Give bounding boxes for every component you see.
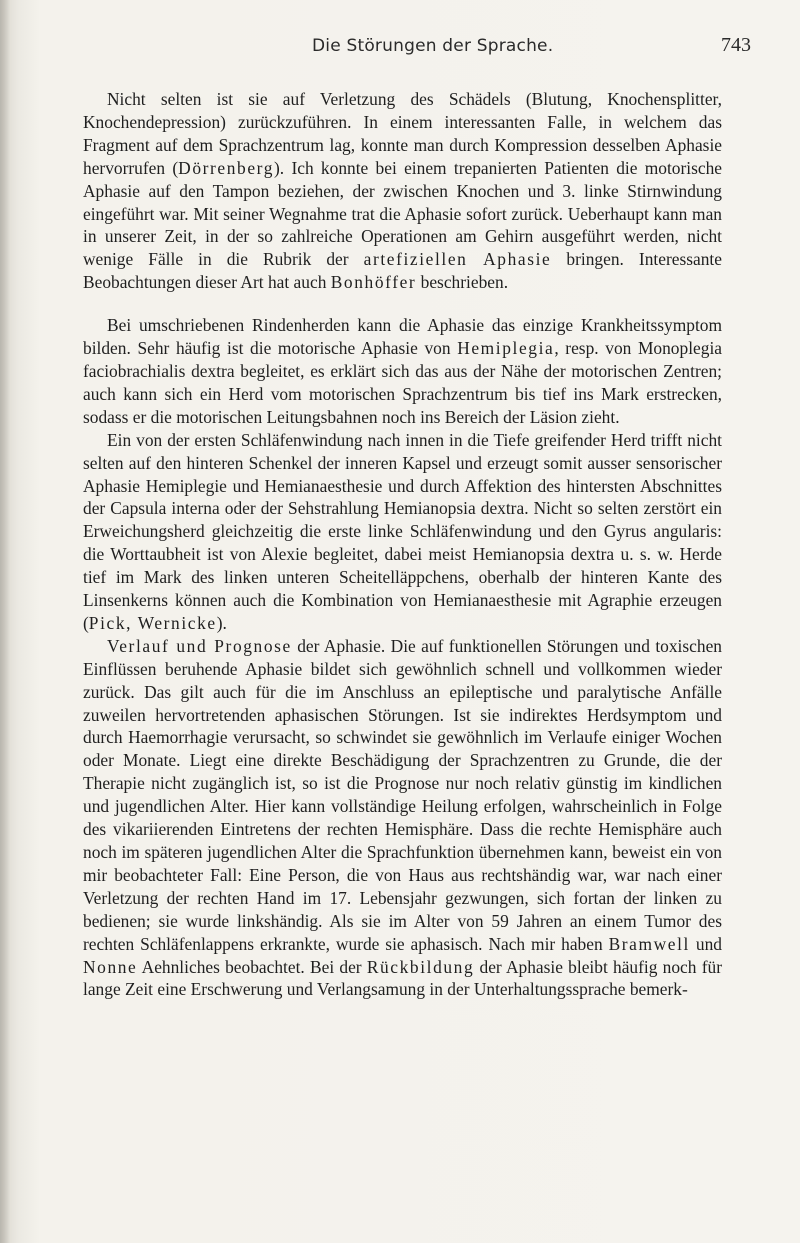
text-segment: der Aphasie. Die auf funktionellen Störungen und toxischen Einflüssen beruhende Aphasie bildet sich gewöhnlich schnell und vollkommen wieder zurück. Das gilt auch für die im Anschluss an epileptische und paralytische Anfälle zuweilen hervortretenden aphasischen Störungen. Ist sie indirektes Herdsymptom und durch Haemorrhagie verursacht, so schwindet sie gewöhnlich im Verlaufe einiger Wochen oder Monate. Liegt eine direkte Beschädigung der Sprachzentren zu Grunde, die der Therapie nicht zugänglich ist, so ist die Prognose nur noch relativ günstig im kindlichen und jugendlichen Alter. Hier kann vollständige Heilung erfolgen, wahrscheinlich in Folge des vikariierenden Eintretens der rechten Hemisphäre. Dass die rechte Hemisphäre auch noch im späteren jugendlichen Alter die Sprachfunktion übernehmen kann, beweist ein von mir beobachteter Fall: Eine Person, die von Haus aus rechtshändig war, war nach einer Verletzung der rechten Hand im 17. Lebensjahr gezwungen, sich fortan der linken zu bedienen; sie wurde linkshändig. Als sie im Alter von 59 Jahren an einem Tumor des rechten Schläfenlappens erkrankte, wurde sie aphasisch. Nach mir haben xyxy=(83,635,722,954)
emphasized-text: Dörrenberg xyxy=(178,157,275,178)
page-header xyxy=(0,34,800,58)
emphasized-text: Rückbildung xyxy=(366,956,475,977)
text-segment: ). xyxy=(216,612,227,633)
emphasized-text: Bonhöffer xyxy=(330,272,417,293)
text-segment: , resp. von Monoplegia faciobrachialis dextra begleitet, es erklärt sich das aus der Nähe der motorischen Zentren; auch kann sich ein Herd vom motorischen Sprachzentrum bis tief ins Mark erstrecken, sodass er die motorischen Leitungsbahnen noch ins Bereich der Läsion zieht. xyxy=(83,338,722,427)
emphasized-text: Verlauf und Prognose xyxy=(107,635,292,656)
emphasized-text: Nonne xyxy=(83,956,138,977)
running-title: Die Störungen der Sprache. xyxy=(312,36,554,56)
paragraph-3 xyxy=(83,429,722,635)
text-segment: Bei umschriebenen Rindenherden kann die Aphasie das einzige Krankheitssymptom bilden. Sehr häufig ist die motorische Aphasie von xyxy=(83,315,722,359)
text-segment: Aehnliches beobachtet. Bei der xyxy=(137,956,367,977)
text-segment: der Aphasie bleibt häufig noch für lange Zeit eine Erschwerung und Verlangsamung in der Unterhaltungssprache bemerk- xyxy=(83,956,722,1000)
text-segment: beschrieben. xyxy=(416,272,509,293)
emphasized-text: Pick, Wernicke xyxy=(88,612,217,633)
emphasized-text: artefiziellen Aphasie xyxy=(363,249,552,270)
paragraph-1 xyxy=(83,88,722,294)
paragraph-2 xyxy=(83,314,722,429)
page-gutter-shadow xyxy=(0,0,10,1243)
text-segment: Nicht selten ist sie auf Verletzung des Schädels (Blutung, Knochensplitter, Knochendepression) zurückzuführen. In einem interessanten Falle, in welchem das Fragment auf dem Sprachzentrum lag, konnte man durch Kompression desselben Aphasie hervorrufen ( xyxy=(83,89,722,178)
body-text xyxy=(83,88,722,1001)
emphasized-text: Bramwell xyxy=(608,933,690,954)
text-segment: und xyxy=(689,933,722,954)
text-segment: ). Ich konnte bei einem trepanierten Patienten die motorische Aphasie auf den Tampon beziehen, der zwischen Knochen und 3. linke Stirnwindung eingeführt war. Mit seiner Wegnahme trat die Aphasie sofort zurück. Ueberhaupt kann man in unserer Zeit, in der so zahlreiche Operationen am Gehirn ausgeführt werden, nicht wenige Fälle in die Rubrik der xyxy=(83,157,723,270)
text-segment: Ein von der ersten Schläfenwindung nach innen in die Tiefe greifender Herd trifft nicht selten auf den hinteren Schenkel der inneren Kapsel und erzeugt somit ausser sensorischer Aphasie Hemiplegie und Hemianaesthesie und durch Affektion des hintersten Abschnittes der Capsula interna oder der Sehstrahlung Hemianopsia dextra. Nicht so selten zerstört ein Erweichungsherd gleichzeitig die erste linke Schläfenwindung und den Gyrus angularis: die Worttaubheit ist von Alexie begleitet, dabei meist Hemianopsia dextra u. s. w. Herde tief im Mark des linken unteren Scheitelläppchens, oberhalb der hinteren Kante des Linsenkerns können auch die Kombination von Hemianaesthesie mit Agraphie erzeugen ( xyxy=(83,429,722,633)
page-number: 743 xyxy=(721,34,751,56)
emphasized-text: Hemiplegia xyxy=(457,338,555,359)
paragraph-4 xyxy=(83,635,722,1002)
text-segment: bringen. Interessante Beobachtungen dieser Art hat auch xyxy=(83,249,722,293)
